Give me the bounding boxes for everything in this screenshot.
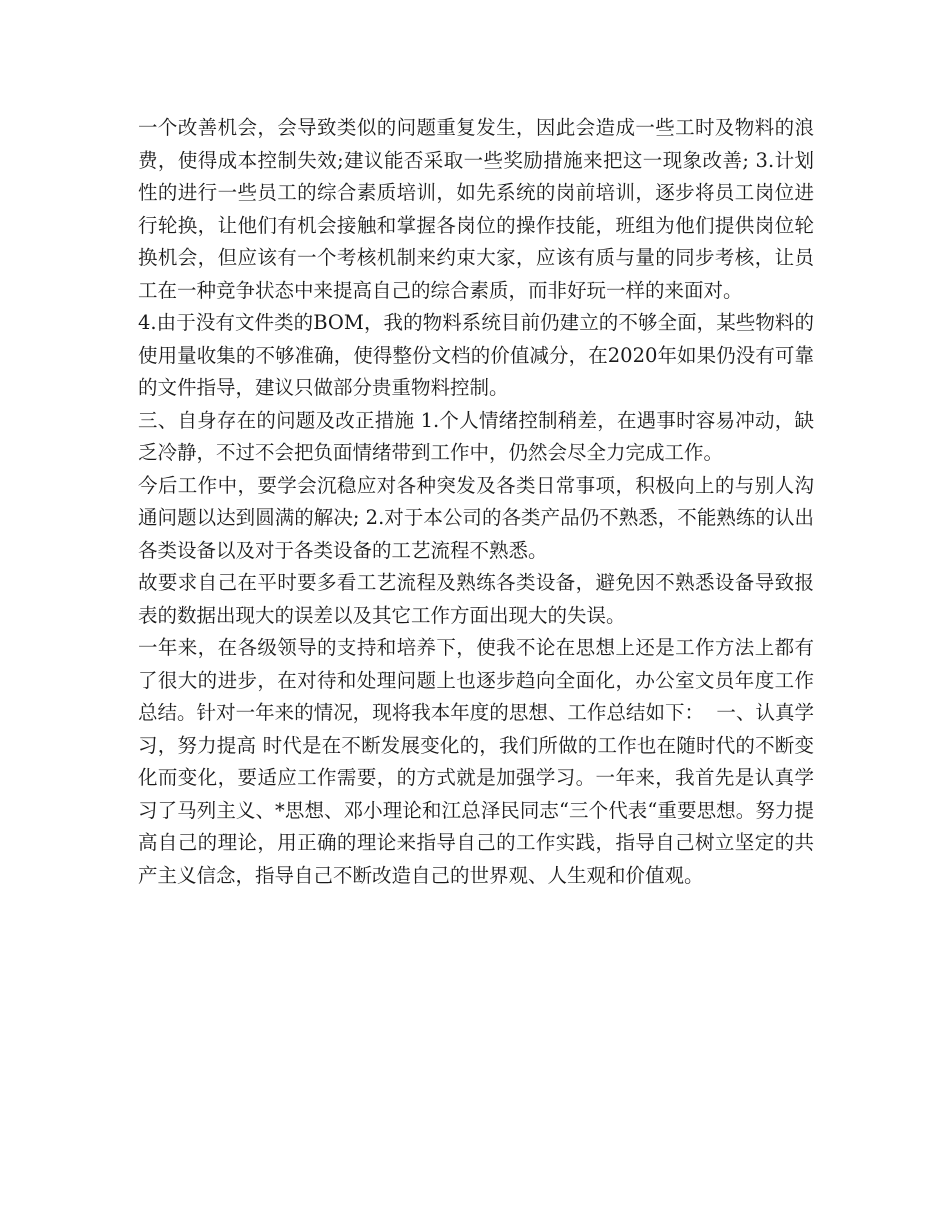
paragraph-requirements: 故要求自己在平时要多看工艺流程及熟练各类设备，避免因不熟悉设备导致报表的数据出现大的误差以及其它工作方面出现大的失误。 (138, 571, 814, 627)
paragraph-improvement-training: 一个改善机会，会导致类似的问题重复发生，因此会造成一些工时及物料的浪费，使得成本控制失效;建议能否采取一些奖励措施来把这一现象改善; 3.计划性的进行一些员工的综合素质培训，如先系统的岗前培训，逐步将员工岗位进行轮换，让他们有机会接触和掌握各岗位的操作技能，班组为他们提供岗位轮换机会，但应该有一个考核机制来约束大家，应该有质与量的同步考核，让员工在一种竞争状态中来提高自己的综合素质，而非好玩一样的来面对。 (138, 116, 814, 302)
paragraph-material-bom: 4.由于没有文件类的BOM，我的物料系统目前仍建立的不够全面，某些物料的使用量收集的不够准确，使得整份文档的价值减分，在2020年如果仍没有可靠的文件指导，建议只做部分贵重物料控制。 (138, 311, 814, 399)
paragraph-self-problems: 三、自身存在的问题及改正措施 1.个人情绪控制稍差，在遇事时容易冲动，缺乏冷静，不过不会把负面情绪带到工作中，仍然会尽全力完成工作。 (138, 408, 814, 464)
paragraph-future-work: 今后工作中，要学会沉稳应对各种突发及各类日常事项，积极向上的与别人沟通问题以达到圆满的解决; 2.对于本公司的各类产品仍不熟悉，不能熟练的认出各类设备以及对于各类设备的工艺流程不熟悉。 (138, 473, 814, 562)
paragraph-annual-summary: 一年来，在各级领导的支持和培养下，使我不论在思想上还是工作方法上都有了很大的进步，在对待和处理问题上也逐步趋向全面化，办公室文员年度工作总结。针对一年来的情况，现将我本年度的思想、工作总结如下： 一、认真学习，努力提高 时代是在不断发展变化的，我们所做的工作也在随时代的不断变化而变化，要适应工作需要，的方式就是加强学习。一年来，我首先是认真学习了马列主义、*思想、邓小理论和江总泽民同志“三个代表“重要思想。努力提高自己的理论，用正确的理论来指导自己的工作实践，指导自己树立坚定的共产主义信念，指导自己不断改造自己的世界观、人生观和价值观。 (138, 636, 814, 887)
document-body (138, 112, 814, 892)
